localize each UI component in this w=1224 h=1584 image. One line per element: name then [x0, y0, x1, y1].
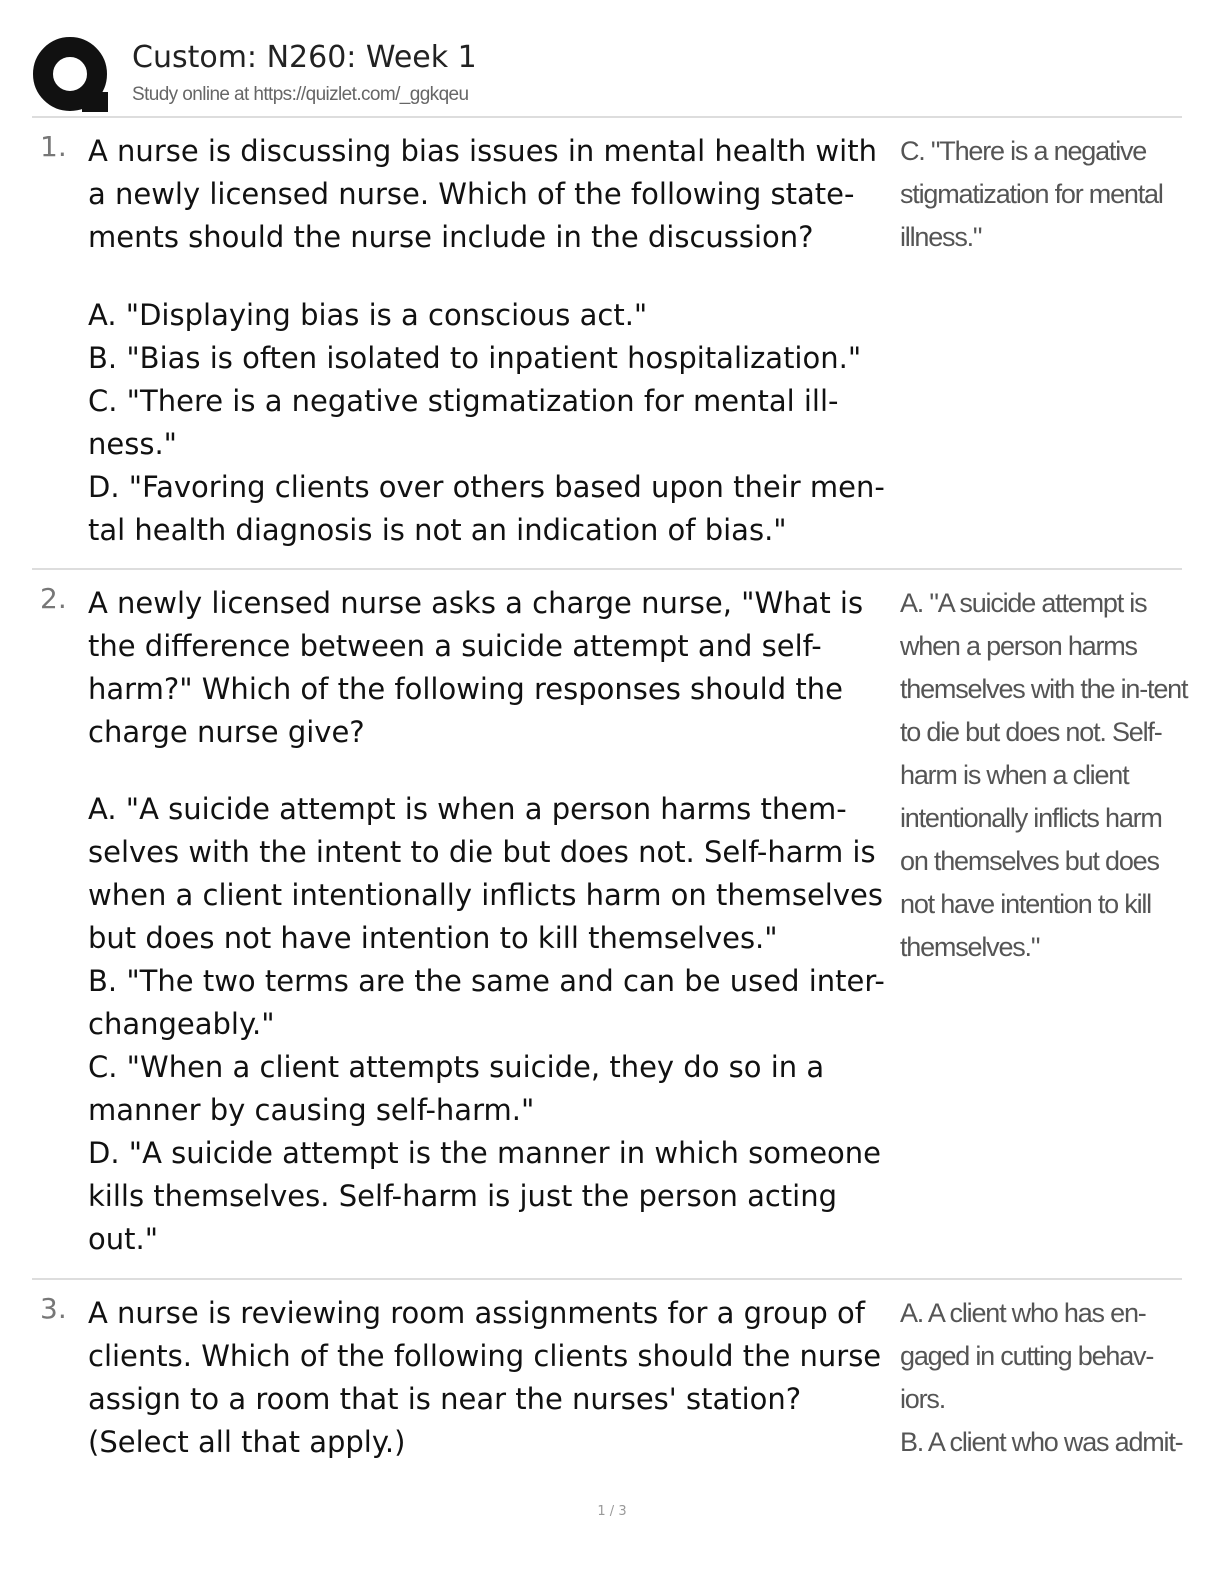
card-number: 1. [40, 130, 67, 163]
option-b: B. "Bias is often isolated to inpatient hospitalization." [88, 341, 862, 375]
header-divider [32, 116, 1182, 118]
option-c: C. "When a client attempts suicide, they do so in a manner by causing self-harm." [88, 1050, 825, 1127]
card-number: 2. [40, 582, 67, 615]
answer-text: A. A client who has en-gaged in cutting behav-iors. B. A client who was admit- [900, 1298, 1183, 1457]
question-text: A nurse is reviewing room assignments for a group of clients. Which of the following clients should the nurse assign to a room that is near the nurses' station? (Select all that apply.) [88, 1296, 882, 1459]
option-a: A. "Displaying bias is a conscious act." [88, 298, 648, 332]
study-link-text: Study online at https://quizlet.com/_ggkqeu [132, 84, 469, 105]
question-text: A nurse is discussing bias issues in mental health with a newly licensed nurse. Which of the following state-ments should the nurse include in the discussion? [88, 134, 877, 254]
answer-text: C. "There is a negative stigmatization for mental illness." [900, 136, 1163, 252]
card-number: 3. [40, 1292, 67, 1325]
option-d: D. "A suicide attempt is the manner in which someone kills themselves. Self-harm is just the person acting out." [88, 1136, 881, 1256]
card-divider [32, 1278, 1182, 1280]
card-divider [32, 568, 1182, 570]
answer-text: A. "A suicide attempt is when a person harms themselves with the in-tent to die but does not. Self-harm is when a client intentionally inflicts harm on themselves but does not have intention to kill themselves." [900, 588, 1188, 962]
question-text: A newly licensed nurse asks a charge nurse, "What is the difference between a suicide attempt and self-harm?" Which of the following responses should the charge nurse give? [88, 586, 864, 749]
options-list [88, 294, 898, 552]
page-number: 1 / 3 [597, 1504, 627, 1519]
option-a: A. "A suicide attempt is when a person harms them-selves with the intent to die but does not. Self-harm is when a client intentionally inflicts harm on themselves but does not have intention to kill themselves." [88, 792, 883, 955]
option-c: C. "There is a negative stigmatization for mental ill-ness." [88, 384, 839, 461]
set-title: Custom: N260: Week 1 [132, 40, 477, 75]
option-b: B. "The two terms are the same and can be used inter-changeably." [88, 964, 885, 1041]
options-list [88, 788, 898, 1261]
quizlet-logo-icon [32, 36, 112, 116]
option-d: D. "Favoring clients over others based upon their men-tal health diagnosis is not an indication of bias." [88, 470, 885, 547]
document-header [32, 28, 1182, 116]
